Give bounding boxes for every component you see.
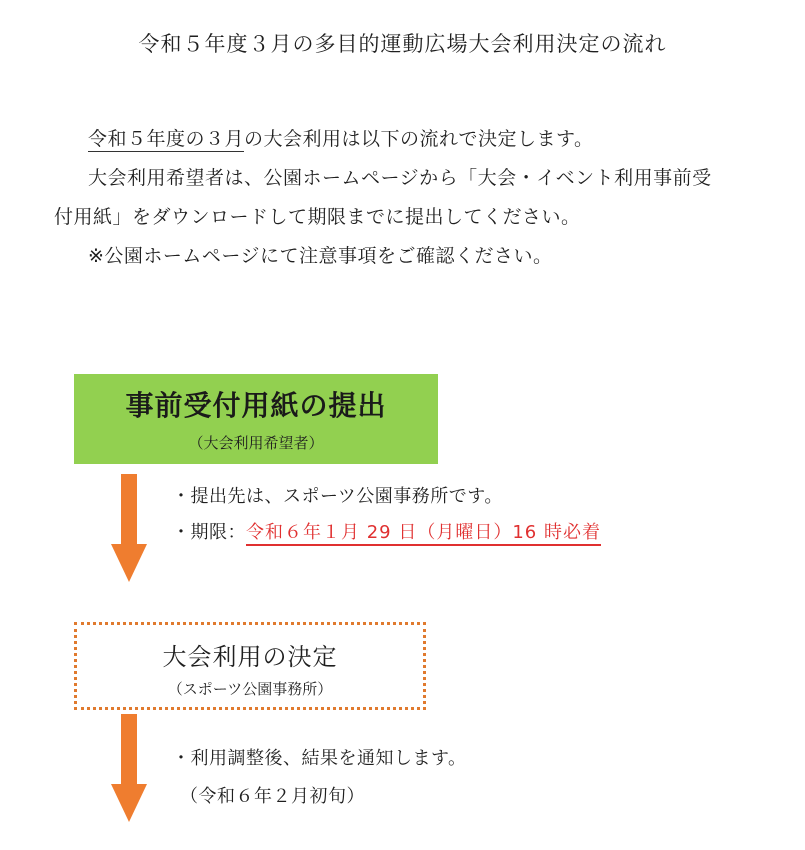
- intro-underlined-text: 令和５年度の３月: [88, 128, 245, 150]
- step2-bullet-notify: ・利用調整後、結果を通知します。: [172, 748, 467, 769]
- intro-line-1-rest: の大会利用は以下の流れで決定します。: [244, 128, 594, 150]
- deadline-label: ・期限：: [172, 522, 246, 543]
- step2-box: [74, 622, 426, 710]
- step2-subtitle: （スポーツ公園事務所）: [167, 680, 333, 698]
- step1-box: [74, 374, 438, 464]
- step2-title: 大会利用の決定: [162, 643, 338, 671]
- intro-line-1: [88, 124, 594, 151]
- intro-line-2: 大会利用希望者は、公園ホームページから「大会・イベント利用事前受: [88, 167, 712, 189]
- deadline-value: 令和６年１月 29 日（月曜日）16 時必着: [246, 522, 601, 546]
- down-arrow-icon: [111, 714, 147, 822]
- page-title: 令和５年度３月の多目的運動広場大会利用決定の流れ: [138, 32, 667, 56]
- step1-title: 事前受付用紙の提出: [125, 389, 387, 422]
- down-arrow-icon: [111, 474, 147, 582]
- step1-bullet-submit-to: ・提出先は、スポーツ公園事務所です。: [172, 486, 503, 507]
- step1-deadline-line: [172, 518, 601, 544]
- step1-subtitle: （大会利用希望者）: [188, 434, 324, 452]
- intro-line-3: 付用紙」をダウンロードして期限までに提出してください。: [54, 206, 581, 228]
- intro-line-4: ※公園ホームページにて注意事項をご確認ください。: [88, 245, 553, 267]
- step2-bullet-timing: （令和６年２月初旬）: [180, 786, 365, 807]
